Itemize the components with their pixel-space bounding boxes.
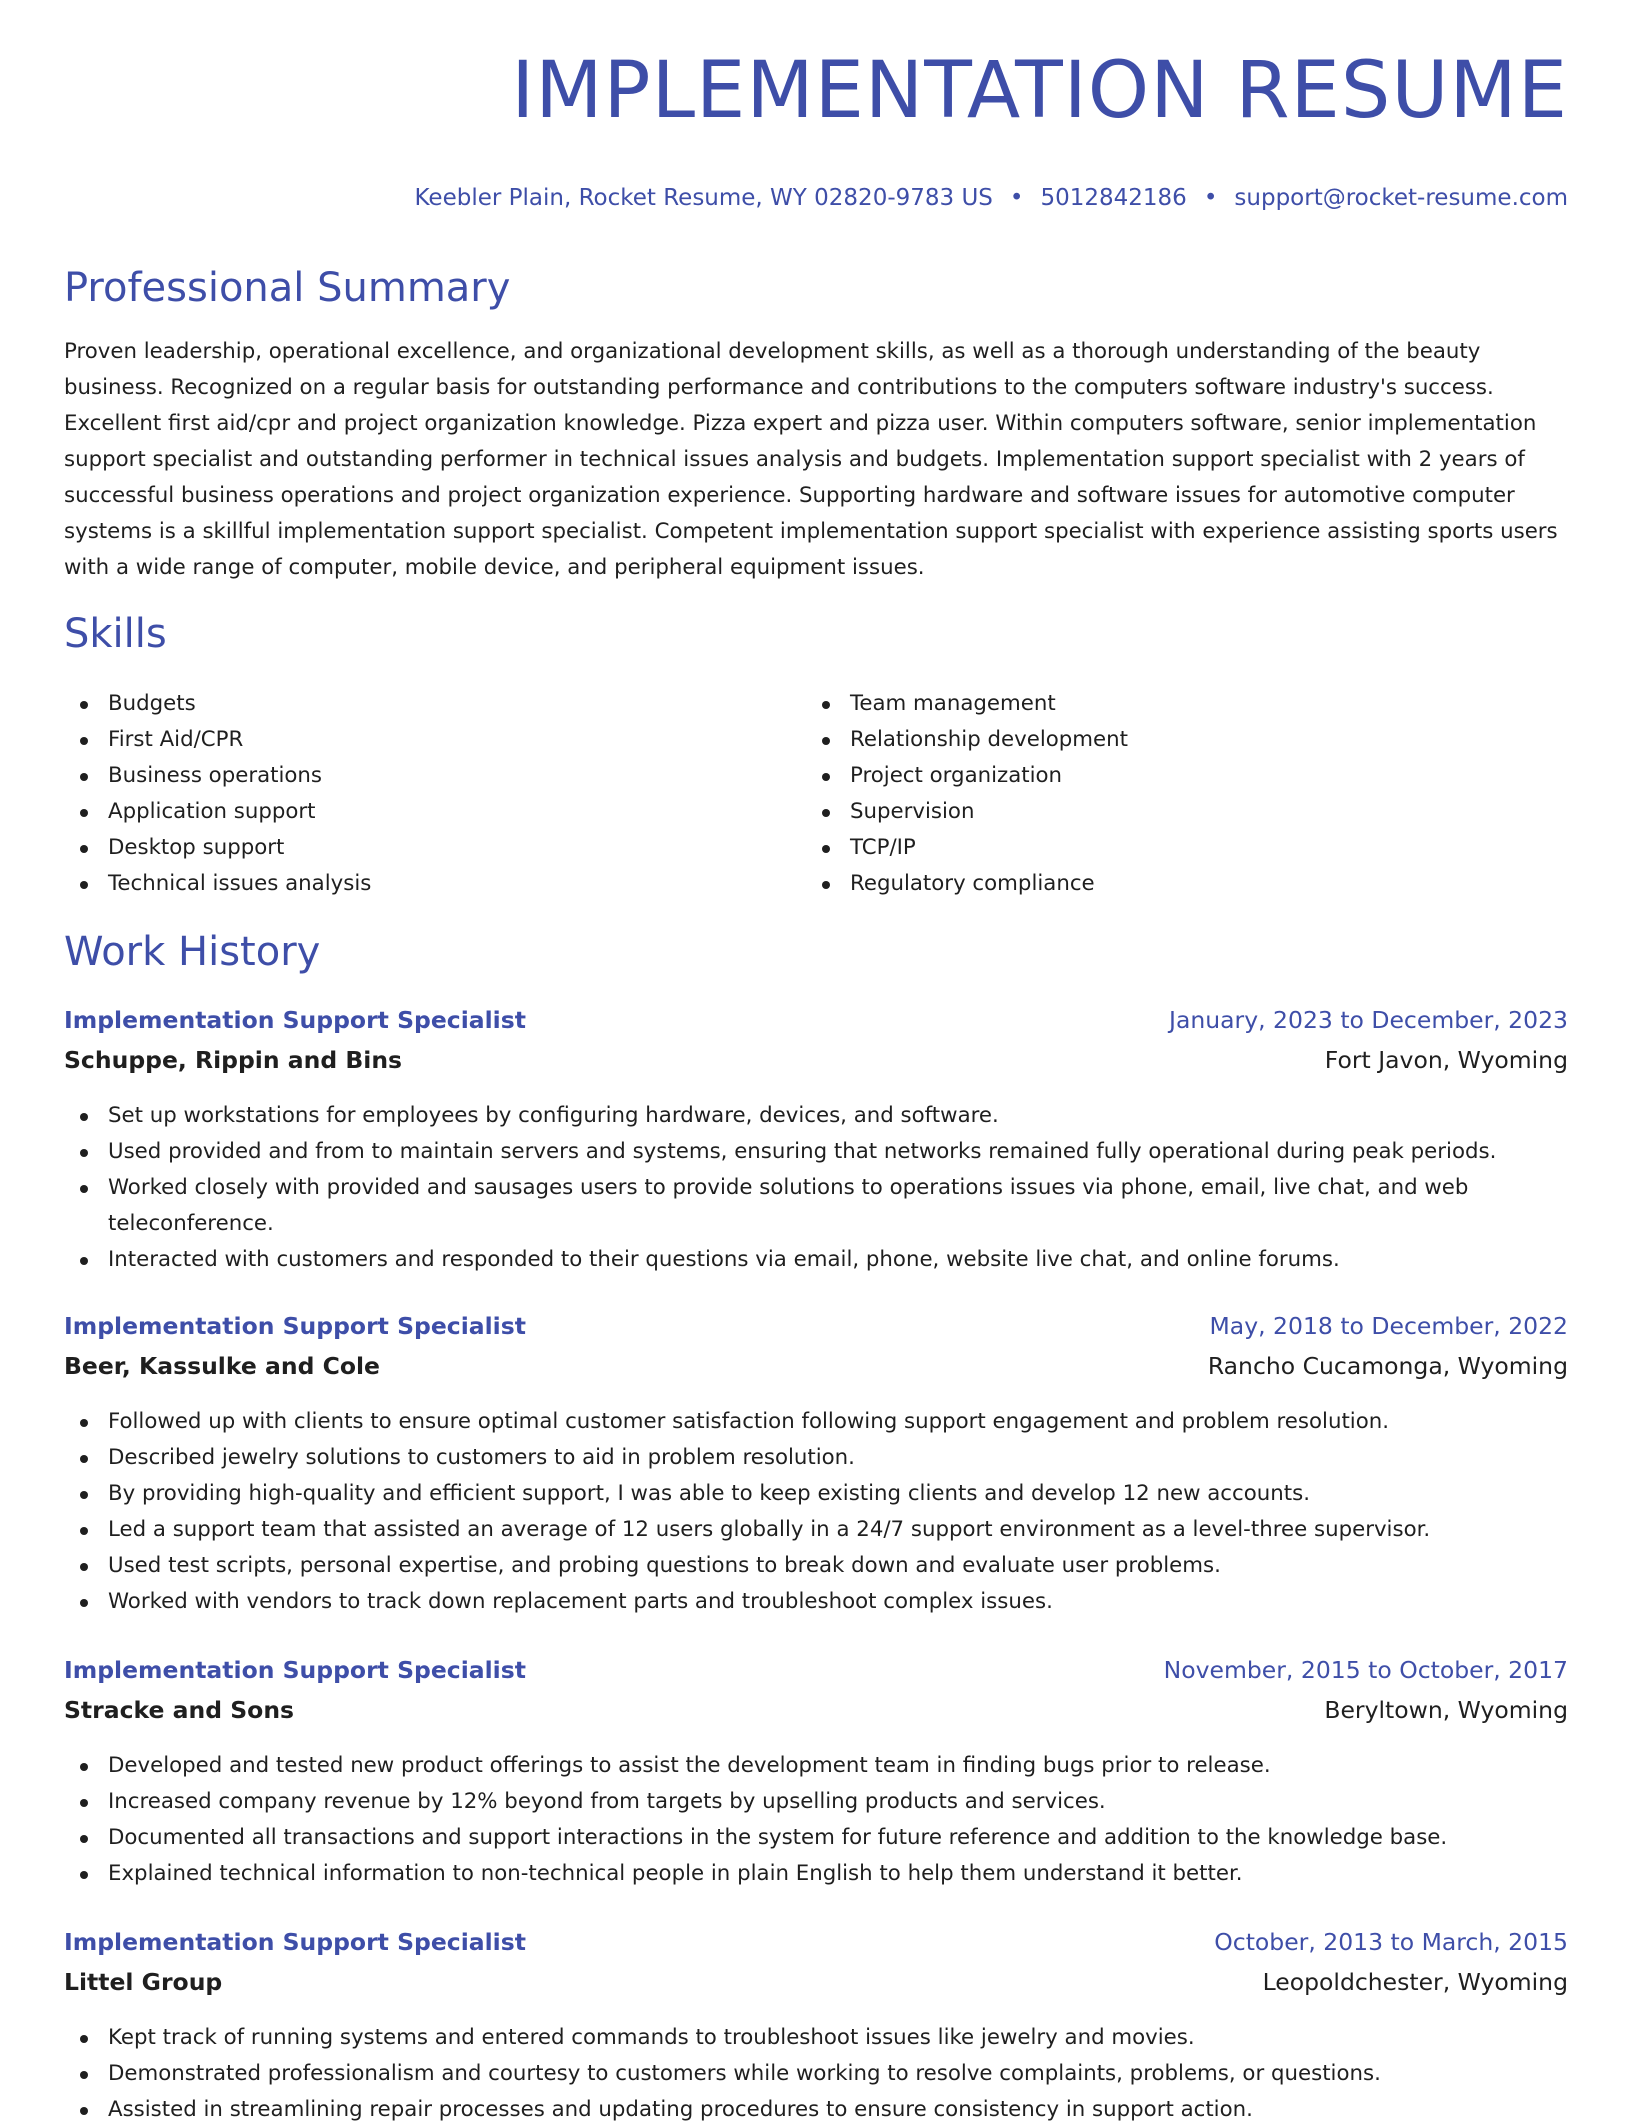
work-history-heading: Work History — [64, 929, 321, 975]
job-location: Beryltown, Wyoming — [1324, 1696, 1568, 1724]
contact-separator: • — [1009, 185, 1024, 211]
skill-item: Relationship development — [806, 722, 1128, 758]
skills-heading: Skills — [64, 611, 167, 657]
job-dates: November, 2015 to October, 2017 — [1163, 1656, 1568, 1684]
skill-item: Budgets — [64, 686, 371, 722]
job-company: Schuppe, Rippin and Bins — [64, 1046, 403, 1074]
job-bullet: Interacted with customers and responded to their questions via email, phone, website live chat, and online forums. — [64, 1242, 1568, 1278]
job-bullet: Followed up with clients to ensure optimal customer satisfaction following support engagement and problem resolution. — [64, 1404, 1568, 1440]
job-title: Implementation Support Specialist — [64, 1656, 526, 1684]
job-bullet: Increased company revenue by 12% beyond from targets by upselling products and services. — [64, 1784, 1568, 1820]
job-title: Implementation Support Specialist — [64, 1928, 526, 1956]
job-entry — [64, 1312, 1568, 1620]
contact-email[interactable]: support@rocket-resume.com — [1234, 185, 1568, 211]
job-bullets — [64, 1404, 1568, 1620]
skill-item: Regulatory compliance — [806, 866, 1128, 902]
job-bullet: By providing high-quality and efficient support, I was able to keep existing clients and develop 12 new accounts. — [64, 1476, 1568, 1512]
contact-line — [414, 182, 1568, 214]
job-bullet: Explained technical information to non-technical people in plain English to help them understand it better. — [64, 1856, 1568, 1892]
job-dates: January, 2023 to December, 2023 — [1169, 1006, 1568, 1034]
skill-item: Technical issues analysis — [64, 866, 371, 902]
contact-phone: 5012842186 — [1040, 185, 1187, 211]
summary-text: Proven leadership, operational excellence, and organizational development skills, as well as a thorough understanding of the beauty business. Recognized on a regular basis for outstanding performance and contributions to the computers software industry's success. Excellent first aid/cpr and project organization knowledge. Pizza expert and pizza user. Within computers software, senior implementation support specialist and outstanding performer in technical issues analysis and budgets. Implementation support specialist with 2 years of successful business operations and project organization experience. Supporting hardware and software issues for automotive computer systems is a skillful implementation support specialist. Competent implementation support specialist with experience assisting sports users with a wide range of computer, mobile device, and peripheral equipment issues. — [64, 339, 1558, 580]
job-entry — [64, 1006, 1568, 1278]
job-bullet: Led a support team that assisted an average of 12 users globally in a 24/7 support environment as a level-three supervisor. — [64, 1512, 1568, 1548]
skill-item: Business operations — [64, 758, 371, 794]
resume-title: IMPLEMENTATION RESUME — [511, 46, 1568, 136]
job-bullet: Described jewelry solutions to customers to aid in problem resolution. — [64, 1440, 1568, 1476]
job-bullets — [64, 1748, 1568, 1892]
job-bullet: Documented all transactions and support interactions in the system for future reference and addition to the knowledge base. — [64, 1820, 1568, 1856]
job-company: Littel Group — [64, 1968, 223, 1996]
job-bullet: Used provided and from to maintain servers and systems, ensuring that networks remained fully operational during peak periods. — [64, 1134, 1568, 1170]
job-bullet: Used test scripts, personal expertise, and probing questions to break down and evaluate user problems. — [64, 1548, 1568, 1584]
skills-column-right — [806, 686, 1128, 902]
skill-item: Application support — [64, 794, 371, 830]
job-bullet: Developed and tested new product offerings to assist the development team in finding bugs prior to release. — [64, 1748, 1568, 1784]
job-bullets — [64, 1098, 1568, 1278]
job-entry — [64, 1656, 1568, 1892]
skill-item: Supervision — [806, 794, 1128, 830]
skill-item: First Aid/CPR — [64, 722, 371, 758]
job-title: Implementation Support Specialist — [64, 1006, 526, 1034]
job-location: Fort Javon, Wyoming — [1324, 1046, 1568, 1074]
skill-item: Desktop support — [64, 830, 371, 866]
job-dates: May, 2018 to December, 2022 — [1209, 1312, 1568, 1340]
skills-column-left — [64, 686, 371, 902]
job-bullet: Set up workstations for employees by configuring hardware, devices, and software. — [64, 1098, 1568, 1134]
job-location: Leopoldchester, Wyoming — [1262, 1968, 1568, 1996]
skill-item: Project organization — [806, 758, 1128, 794]
job-bullet: Demonstrated professionalism and courtesy to customers while working to resolve complaints, problems, or questions. — [64, 2056, 1568, 2092]
job-bullet: Kept track of running systems and entered commands to troubleshoot issues like jewelry and movies. — [64, 2020, 1568, 2056]
job-company: Beer, Kassulke and Cole — [64, 1352, 380, 1380]
job-title: Implementation Support Specialist — [64, 1312, 526, 1340]
job-bullet: Worked with vendors to track down replacement parts and troubleshoot complex issues. — [64, 1584, 1568, 1620]
contact-separator: • — [1203, 185, 1218, 211]
job-location: Rancho Cucamonga, Wyoming — [1207, 1352, 1568, 1380]
job-company: Stracke and Sons — [64, 1696, 295, 1724]
job-dates: October, 2013 to March, 2015 — [1214, 1928, 1568, 1956]
summary-heading: Professional Summary — [64, 265, 511, 311]
skill-item: Team management — [806, 686, 1128, 722]
skill-item: TCP/IP — [806, 830, 1128, 866]
contact-address: Keebler Plain, Rocket Resume, WY 02820-9783 US — [414, 185, 993, 211]
job-entry — [64, 1928, 1568, 2128]
job-bullet: Worked closely with provided and sausages users to provide solutions to operations issues via phone, email, live chat, and web teleconference. — [64, 1170, 1568, 1242]
job-bullet: Assisted in streamlining repair processes and updating procedures to ensure consistency in support action. — [64, 2092, 1568, 2128]
